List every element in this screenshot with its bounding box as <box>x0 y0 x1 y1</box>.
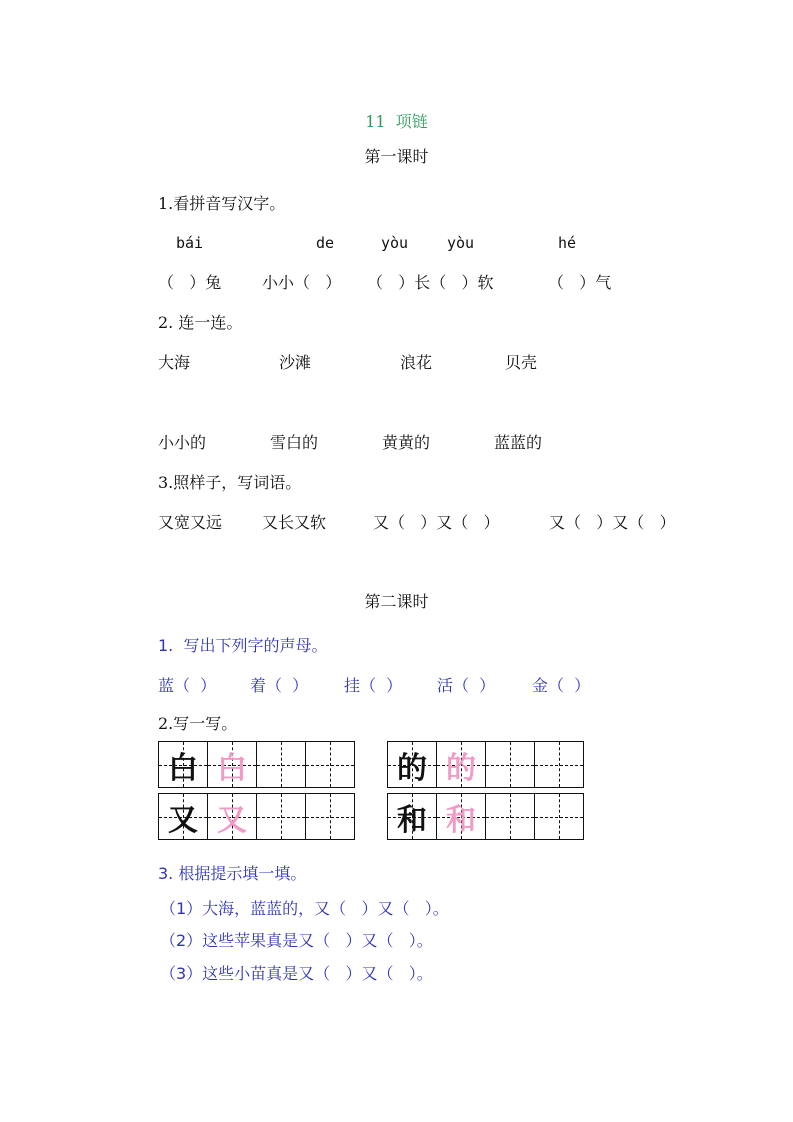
lesson1-heading: 第一课时 <box>364 147 429 166</box>
grid-cell <box>388 742 437 787</box>
match-top-item: 贝壳 <box>505 353 538 372</box>
l2-q3-title: 3. 根据提示填一填。 <box>158 864 307 883</box>
initial-item: 活（ ） <box>437 676 496 695</box>
writing-grid-de <box>387 741 584 788</box>
grid-cell <box>437 742 486 787</box>
match-top-item: 浪花 <box>400 353 433 372</box>
q2-title: 2. 连一连。 <box>158 313 243 332</box>
writing-grid-you <box>158 793 355 840</box>
match-bottom-item: 雪白的 <box>270 433 319 452</box>
match-bottom-item: 蓝蓝的 <box>494 433 543 452</box>
grid-cell[interactable] <box>535 742 583 787</box>
fill-item: （1）大海，蓝蓝的，又（ ）又（ ）。 <box>160 899 449 918</box>
grid-cell[interactable] <box>486 794 535 839</box>
match-top-item: 沙滩 <box>279 353 312 372</box>
grid-cell <box>208 742 257 787</box>
match-bottom-item: 小小的 <box>158 433 207 452</box>
word-item: 又（ ）又（ ） <box>373 513 500 532</box>
writing-grid-bai <box>158 741 355 788</box>
lesson2-heading: 第二课时 <box>364 592 429 611</box>
l2-q2-title: 2.写一写。 <box>158 714 238 733</box>
word-item: 又（ ）又（ ） <box>549 513 676 532</box>
pinyin: bái <box>176 234 204 252</box>
model-char: 的 <box>397 750 427 786</box>
writing-grid-he <box>387 793 584 840</box>
word-item: 又宽又远 <box>158 513 223 532</box>
trace-char: 又 <box>217 802 247 838</box>
match-bottom-item: 黄黄的 <box>382 433 431 452</box>
blank-item: （ ）气 <box>548 273 612 292</box>
grid-cell[interactable] <box>486 742 535 787</box>
blank-item: （ ）兔 <box>158 273 222 292</box>
grid-cell <box>437 794 486 839</box>
grid-cell[interactable] <box>257 742 306 787</box>
pinyin: yòu <box>447 234 475 252</box>
blank-item: （ ）长（ ）软 <box>367 273 494 292</box>
grid-cell[interactable] <box>306 742 354 787</box>
grid-cell <box>159 794 208 839</box>
initial-item: 挂（ ） <box>344 676 403 695</box>
initial-item: 着（ ） <box>250 676 309 695</box>
q3-title: 3.照样子，写词语。 <box>158 473 302 492</box>
initial-item: 金（ ） <box>532 676 591 695</box>
initial-item: 蓝（ ） <box>158 676 217 695</box>
grid-cell <box>159 742 208 787</box>
pinyin: hé <box>558 234 577 252</box>
fill-item: （3）这些小苗真是又（ ）又（ ）。 <box>160 964 433 983</box>
grid-cell[interactable] <box>306 794 354 839</box>
fill-item: （2）这些苹果真是又（ ）又（ ）。 <box>160 931 433 950</box>
trace-char: 的 <box>446 750 476 786</box>
grid-cell <box>388 794 437 839</box>
model-char: 白 <box>168 750 198 786</box>
trace-char: 白 <box>217 750 247 786</box>
grid-cell[interactable] <box>257 794 306 839</box>
model-char: 和 <box>397 802 427 838</box>
pinyin: de <box>316 234 335 252</box>
grid-cell[interactable] <box>535 794 583 839</box>
pinyin: yòu <box>381 234 409 252</box>
l2-q1-title: 1. 写出下列字的声母。 <box>158 636 328 655</box>
blank-item: 小小（ ） <box>262 273 342 292</box>
grid-cell <box>208 794 257 839</box>
worksheet-title: 11 项链 <box>365 112 428 131</box>
word-item: 又长又软 <box>262 513 327 532</box>
trace-char: 和 <box>446 802 476 838</box>
match-top-item: 大海 <box>158 353 191 372</box>
q1-title: 1.看拼音写汉字。 <box>158 194 286 213</box>
model-char: 又 <box>168 802 198 838</box>
